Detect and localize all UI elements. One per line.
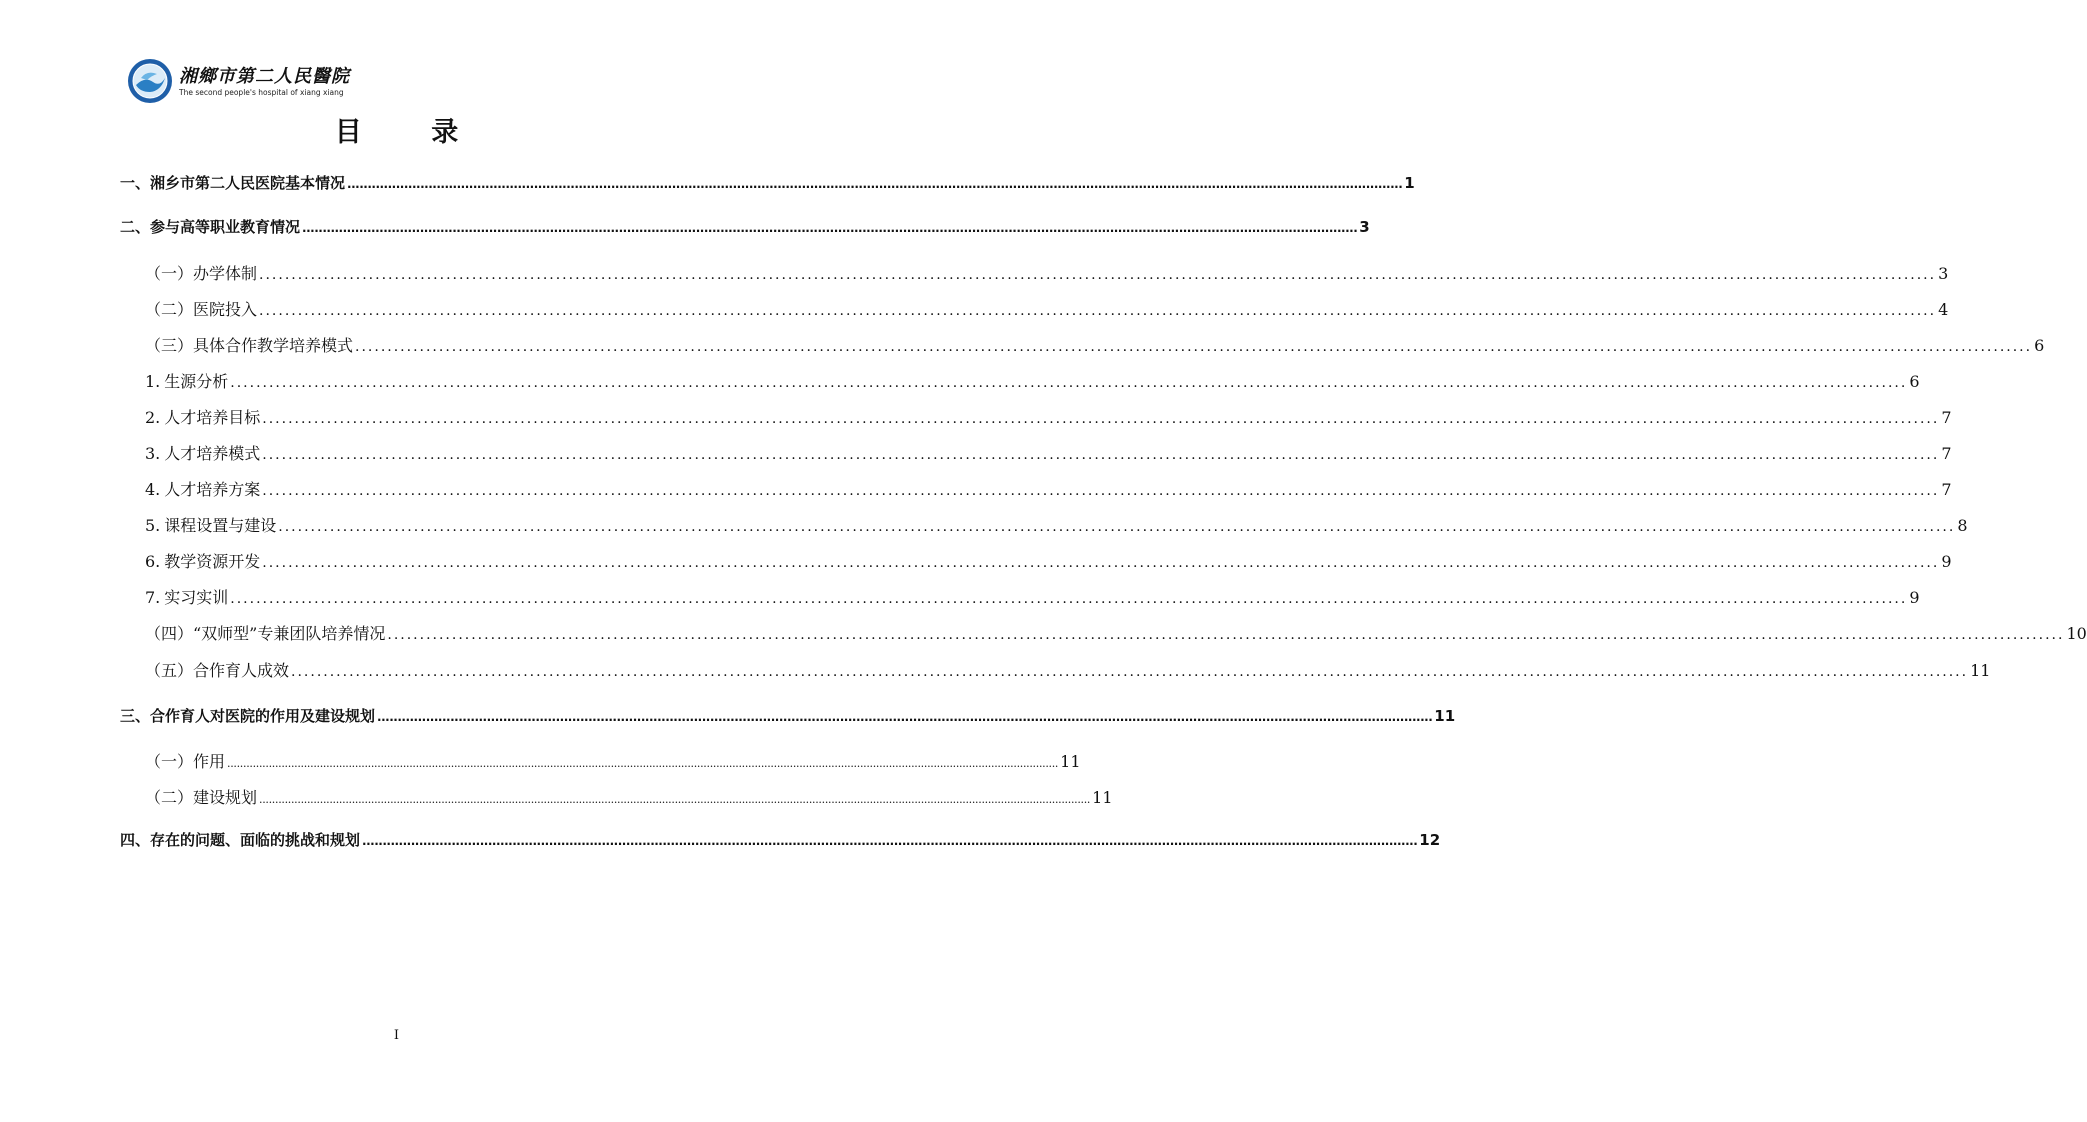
toc-leader-dots: .................................................................................................................................................................................................................................................................... xyxy=(259,267,1937,283)
toc-entry[interactable] xyxy=(145,513,1968,537)
toc-entry-number: 6. xyxy=(145,552,161,571)
toc-leader-dots: .................................................................................................................................................................................................................................................................... xyxy=(377,710,1433,724)
toc-entry-label: 湘乡市第二人民医院基本情况 xyxy=(150,174,346,192)
toc-entry-label: 教学资源开发 xyxy=(164,552,261,571)
toc-entry-number: 4. xyxy=(145,480,161,499)
toc-leader-dots: .................................................................................................................................................................................................................................................................... xyxy=(262,447,1940,463)
toc-entry[interactable] xyxy=(145,297,1949,321)
toc-leader-dots: .................................................................................................................................................................................................................................................................... xyxy=(347,177,1403,191)
toc-leader-dots: .................................................................................................................................................................................................................................................................... xyxy=(262,555,1940,571)
logo-name: 湘鄉市第二人民醫院 xyxy=(179,66,350,87)
toc-leader-dots: .................................................................................................................................................................................................................................................................... xyxy=(259,793,1091,806)
toc-entry-page: 9 xyxy=(1941,552,1952,571)
toc-leader-dots: .................................................................................................................................................................................................................................................................... xyxy=(355,339,2033,355)
toc-entry-label: 人才培养目标 xyxy=(164,408,261,427)
page-title: 目 录 xyxy=(334,117,489,148)
toc-entry-page: 11 xyxy=(1092,788,1113,807)
toc-leader-dots: .................................................................................................................................................................................................................................................................... xyxy=(259,303,1937,319)
toc-entry-number: 1. xyxy=(145,372,161,391)
toc-entry-label: 参与高等职业教育情况 xyxy=(150,218,301,236)
toc-entry-page: 8 xyxy=(1957,516,1968,535)
logo-subtitle: The second people's hospital of xiang xiang xyxy=(179,88,344,97)
toc-entry-number: 四、 xyxy=(120,831,151,849)
toc-entry[interactable] xyxy=(120,705,1456,729)
toc-entry[interactable] xyxy=(145,658,1991,682)
toc-entry[interactable] xyxy=(145,621,2087,645)
toc-entry-label: （一）办学体制 xyxy=(145,264,258,283)
toc-entry-page: 6 xyxy=(2034,336,2045,355)
toc-entry-label: 课程设置与建设 xyxy=(164,516,277,535)
page-number: I xyxy=(393,1028,400,1043)
toc-entry[interactable] xyxy=(120,829,1441,853)
toc-entry-page: 11 xyxy=(1434,707,1456,725)
toc-entry-page: 3 xyxy=(1359,218,1370,236)
toc-entry-page: 7 xyxy=(1941,408,1952,427)
toc-leader-dots: .................................................................................................................................................................................................................................................................... xyxy=(230,591,1908,607)
hospital-emblem-icon xyxy=(127,58,173,104)
toc-entry[interactable] xyxy=(120,172,1415,196)
toc-entry-page: 6 xyxy=(1909,372,1920,391)
toc-leader-dots: .................................................................................................................................................................................................................................................................... xyxy=(291,664,1969,680)
toc-entry-label: （一）作用 xyxy=(145,752,226,771)
toc-entry[interactable] xyxy=(145,441,1952,465)
toc-entry-label: （三）具体合作教学培养模式 xyxy=(145,336,354,355)
toc-entry-number: 2. xyxy=(145,408,161,427)
toc-entry-number: 一、 xyxy=(120,174,151,192)
toc-entry[interactable] xyxy=(145,785,1113,809)
toc-leader-dots: .................................................................................................................................................................................................................................................................... xyxy=(387,627,2065,643)
toc-entry-number: 三、 xyxy=(120,707,151,725)
toc-entry[interactable] xyxy=(145,749,1081,773)
toc-entry-label: 人才培养模式 xyxy=(164,444,261,463)
toc-entry[interactable] xyxy=(145,405,1952,429)
toc-entry-label: 合作育人对医院的作用及建设规划 xyxy=(150,707,376,725)
toc-entry-label: （四）“双师型”专兼团队培养情况 xyxy=(145,624,386,643)
toc-entry-number: 7. xyxy=(145,588,161,607)
toc-entry-page: 3 xyxy=(1938,264,1949,283)
toc-entry[interactable] xyxy=(145,477,1952,501)
toc-leader-dots: .................................................................................................................................................................................................................................................................... xyxy=(262,483,1940,499)
toc-entry-page: 7 xyxy=(1941,444,1952,463)
toc-entry-page: 12 xyxy=(1419,831,1441,849)
hospital-logo xyxy=(127,58,350,108)
toc-leader-dots: .................................................................................................................................................................................................................................................................... xyxy=(227,757,1059,770)
toc-entry-page: 7 xyxy=(1941,480,1952,499)
toc-entry-label: 存在的问题、面临的挑战和规划 xyxy=(150,831,361,849)
toc-entry-page: 11 xyxy=(1970,661,1991,680)
toc-entry-label: （二）医院投入 xyxy=(145,300,258,319)
toc-entry-label: （二）建设规划 xyxy=(145,788,258,807)
toc-entry-number: 5. xyxy=(145,516,161,535)
toc-entry-label: （五）合作育人成效 xyxy=(145,661,290,680)
toc-entry-number: 3. xyxy=(145,444,161,463)
toc-entry-page: 1 xyxy=(1404,174,1415,192)
toc-entry-label: 生源分析 xyxy=(164,372,229,391)
toc-leader-dots: .................................................................................................................................................................................................................................................................... xyxy=(362,834,1418,848)
toc-leader-dots: .................................................................................................................................................................................................................................................................... xyxy=(278,519,1956,535)
toc-entry-label: 实习实训 xyxy=(164,588,229,607)
toc-entry-number: 二、 xyxy=(120,218,151,236)
toc-entry[interactable] xyxy=(145,369,1920,393)
toc-entry[interactable] xyxy=(145,333,2045,357)
toc-entry-label: 人才培养方案 xyxy=(164,480,261,499)
toc-leader-dots: .................................................................................................................................................................................................................................................................... xyxy=(302,221,1358,235)
toc-entry[interactable] xyxy=(145,585,1920,609)
toc-leader-dots: .................................................................................................................................................................................................................................................................... xyxy=(230,375,1908,391)
toc-entry-page: 9 xyxy=(1909,588,1920,607)
toc-entry-page: 10 xyxy=(2066,624,2087,643)
toc-entry-page: 4 xyxy=(1938,300,1949,319)
toc-leader-dots: .................................................................................................................................................................................................................................................................... xyxy=(262,411,1940,427)
toc-entry-page: 11 xyxy=(1060,752,1081,771)
toc-entry[interactable] xyxy=(120,216,1370,240)
toc-entry[interactable] xyxy=(145,549,1952,573)
toc-entry[interactable] xyxy=(145,261,1949,285)
